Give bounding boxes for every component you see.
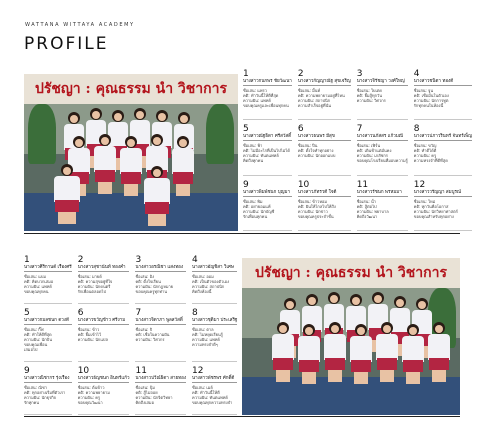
profile-entry — [357, 180, 408, 231]
profile-detail-line: ชื่อเล่น: ใบเตย — [356, 88, 382, 93]
profile-entry — [414, 69, 472, 120]
profile-block-2 — [24, 255, 460, 415]
profile-detail-line: ชื่อเล่น: ขวัญ — [413, 143, 437, 149]
profile-number: 3 — [135, 255, 142, 265]
profile-number: 2 — [297, 69, 304, 79]
profile-detail-line: ชื่อเล่น: อิง — [135, 274, 155, 279]
profile-detail-line: ขอบคุณครูทุกท่าน — [135, 289, 168, 294]
profile-number: 11 — [356, 179, 369, 190]
student-figure — [402, 324, 424, 384]
profile-name: นางสาววรัญญา สมบูรณ์ — [414, 190, 472, 197]
profile-name: นางสาวอัญชิสา วิเศษ — [192, 265, 237, 272]
profile-detail-line: คติ: ทุกวันคือโอกาส — [413, 203, 449, 209]
section-divider — [24, 233, 460, 234]
student-figure — [94, 134, 116, 194]
profile-entry — [192, 308, 237, 362]
profile-entry — [414, 124, 472, 175]
class-photo-2 — [242, 258, 460, 415]
profile-entry — [243, 180, 292, 231]
profile-name: นางสาวพิมพ์ชนก บุญมา — [243, 189, 290, 195]
profile-detail-line: ความฝัน: นักดนตรี — [77, 284, 111, 289]
profile-number: 9 — [243, 179, 249, 190]
profile-name: นางสาวกัญญาณัฐ สุขเจริญ — [297, 79, 351, 84]
profile-detail-line: ชื่อเล่น: ตาล — [192, 327, 214, 332]
student-figure — [376, 322, 398, 382]
profile-detail-line: ขอบคุณสำหรับทุกอย่าง — [413, 213, 454, 219]
student-figure — [54, 164, 80, 224]
profile-detail-line: คติ: ทำวันนี้ให้ดีที่สุด — [243, 93, 279, 98]
profile-name: นางสาวชนิดา ทองดี — [414, 79, 472, 86]
profile-detail-line: ความฝัน: นักจิตวิทยา — [135, 395, 173, 400]
profile-detail-line: ชื่อเล่น: พิม — [243, 198, 263, 204]
profile-grid-2 — [24, 255, 237, 415]
profile-detail-line: คติ: เชื่อในความฝัน — [135, 332, 170, 337]
profile-detail-line: ชื่อเล่น: จูน — [413, 88, 434, 93]
profile-entry — [414, 180, 472, 231]
plant-decoration — [206, 104, 234, 164]
profile-detail-line: ความฝัน: นักการทูต — [413, 98, 449, 103]
profile-detail-line: ขอบคุณโรงเรียนที่มอบความรู้ — [356, 158, 408, 164]
profile-number: 10 — [77, 366, 90, 376]
profile-name: นางสาวศิริกานต์ เรืองศรี — [24, 265, 72, 270]
profile-detail-line: คติ: ทุกอย่างเริ่มที่ตัวเรา — [24, 390, 66, 395]
profile-detail-line: ความฝัน: นักธุรกิจ — [24, 395, 57, 400]
profile-detail-line: คิดถึงวัฒนา — [356, 213, 378, 219]
profile-detail-line: คติ: สู้ต่อไป — [356, 203, 377, 209]
profile-detail-line: ความฝัน: ทันตแพทย์ — [243, 153, 279, 159]
profile-detail-line: ชื่อเล่น: ฟ้า — [243, 143, 263, 149]
profile-detail-line: คิดถึงเสมอ — [135, 400, 154, 405]
profile-name: นางสาวชุติมา ประเสริฐ — [192, 318, 238, 323]
profile-detail-line: รักเพื่อนทุกคน — [243, 213, 268, 219]
profile-detail-line: ความฝัน: นักบัญชี — [243, 208, 275, 214]
profile-name: นางสาวขวัญข้าว ศรีงาม — [78, 318, 130, 325]
profile-detail-line: คติ: ไม่มีอะไรที่เป็นไปไม่ได้ — [243, 148, 290, 154]
profile-number: 2 — [77, 255, 84, 265]
profile-number: 10 — [297, 179, 310, 190]
profile-number: 6 — [297, 124, 304, 135]
profile-entry — [298, 124, 351, 175]
philosophy-banner: ปรัชญา : คุณธรรม นำ วิชาการ — [242, 258, 460, 288]
profile-detail-line: ชื่อเล่น: กิ๊ฟ — [24, 327, 44, 332]
student-figure — [350, 324, 372, 384]
profile-detail-line: ความฝัน: นักออกแบบ — [297, 153, 336, 159]
profile-detail-line: ชื่อเล่น: แพรว — [243, 88, 267, 93]
profile-detail-line: ชื่อเล่น: ณิชา — [24, 385, 47, 390]
profile-entry — [78, 255, 130, 304]
profile-entry — [135, 255, 186, 304]
profile-name: นางสาวพัชรพร ศักดิ์ดี — [192, 376, 237, 383]
profile-name: นางสาวสุชานันท์ ทองคำ — [78, 265, 130, 272]
profile-detail-line: ความสำเร็จอยู่ที่นั่น — [297, 103, 332, 108]
profile-detail-line: คติ: ทำวันนี้ให้ดี — [192, 390, 220, 395]
profile-detail-line: ความฝัน: นักกฎหมาย — [135, 284, 174, 289]
profile-detail-line: ชื่อเล่น: ข้าวหอม — [297, 198, 328, 204]
profile-number: 7 — [356, 124, 363, 135]
profile-entry — [298, 69, 351, 120]
student-figure — [428, 322, 450, 382]
profile-number: 3 — [356, 69, 363, 79]
plant-decoration — [28, 104, 56, 164]
profile-detail-line: ความทรงจำที่ดีที่สุด — [413, 158, 448, 164]
profile-detail-line: ชื่อเล่น: ข้าว — [77, 327, 100, 332]
profile-detail-line: ความฝัน: นักบิน — [24, 337, 52, 342]
bottom-rule — [24, 416, 460, 417]
profile-detail-line: ชื่อเล่น: เฟิร์น — [356, 143, 381, 149]
profile-detail-line: ชื่อเล่น: เมย์ — [192, 385, 213, 390]
profile-detail-line: ชื่อเล่น: มายด์ — [77, 274, 102, 279]
profile-number: 11 — [135, 366, 147, 376]
profile-number: 12 — [413, 179, 426, 190]
profile-detail-line: คติ: ตั้งใจเรียน — [135, 279, 161, 284]
profile-name: นางสาวนภัสสร แก้วมณี — [357, 134, 408, 141]
student-figure — [172, 136, 194, 196]
profile-detail-line: เสมอไป — [24, 347, 38, 352]
profile-entry — [357, 69, 408, 120]
profile-detail-line: คติ: อย่ายอมแพ้ — [243, 203, 271, 209]
profile-number: 8 — [192, 308, 198, 318]
profile-detail-line: คติ: ตั้งใจทำทุกอย่าง — [297, 148, 334, 154]
profile-detail-line: ความฝัน: ครู — [77, 395, 101, 400]
profile-entry — [24, 255, 72, 304]
profile-entry — [24, 366, 72, 415]
profile-detail-line: ขอบคุณทุกความทรงจำ — [192, 400, 233, 405]
profile-detail-line: คติ: ความพยายามอยู่ที่ไหน — [297, 93, 345, 98]
profile-entry — [243, 124, 292, 175]
profile-detail-line: ความฝัน: สถาปนิก — [297, 98, 331, 103]
profile-entry — [243, 69, 292, 120]
profile-detail-line: ชื่อเล่น: ใหม่ — [413, 198, 436, 204]
profile-number: 1 — [243, 69, 249, 79]
profile-detail-line: ชื่อเล่น: น้ำ — [356, 198, 376, 204]
profile-detail-line: ชื่อเล่น: ปุ้ม — [135, 385, 155, 390]
profile-grid-1 — [243, 69, 472, 231]
profile-detail-line: รักทุกคน — [24, 400, 40, 405]
profile-number: 9 — [24, 366, 30, 376]
profile-name: นางสาวกนกพร ชัยวัฒนา — [243, 79, 292, 84]
profile-block-1 — [24, 69, 472, 231]
profile-number: 7 — [135, 308, 142, 318]
profile-entry — [135, 308, 186, 362]
profile-detail-line: คติ: ยิ้มสู้ทุกวัน — [356, 93, 383, 98]
profile-detail-line: คติ: เป็นตัวของตัวเอง — [192, 279, 230, 284]
profile-detail-line: ความฝัน: ทันตแพทย์ — [192, 395, 228, 400]
profile-detail-line: คิดถึงห้องนี้ — [192, 289, 212, 294]
profile-detail-line: ขอบคุณครูประจำชั้น — [297, 213, 334, 219]
student-figure — [298, 324, 320, 384]
profile-name: นางสาวภัทรวดี ใจดี — [298, 190, 351, 197]
profile-entry — [192, 366, 237, 415]
profile-entry — [192, 255, 237, 304]
profile-detail-line: ความฝัน: แพทย์ — [24, 284, 52, 289]
profile-detail-line: ขอบคุณครูและเพื่อนทุกคน — [243, 103, 289, 108]
profile-detail-line: คติ: ความพยายาม — [77, 390, 110, 395]
profile-detail-line: คติ: ยิ้มเข้าไว้ — [77, 332, 102, 337]
profile-name: นางสาวรัชนก พรหมมา — [357, 190, 408, 197]
profile-entry — [135, 366, 186, 415]
profile-detail-line: รักเพื่อนตลอดไป — [77, 289, 106, 294]
student-figure — [144, 166, 170, 226]
profile-detail-line: คติ: คิดบวกเสมอ — [24, 279, 54, 284]
class-photo-1 — [24, 74, 238, 231]
profile-detail-line: คติ: เดินช้าแต่มั่นคง — [356, 148, 392, 154]
student-figure — [324, 322, 346, 382]
profile-detail-line: ชื่อเล่น: จิ — [135, 327, 153, 332]
profile-detail-line: ความฝัน: พยาบาล — [356, 208, 389, 214]
profile-name: นางสาวอรณิชา แสงทอง — [135, 265, 186, 272]
profile-name: นางสาวณัฐธิดา ศรีสวัสดิ์ — [243, 134, 292, 140]
profile-detail-line: ความฝัน: ครู — [413, 153, 437, 159]
profile-detail-line: คติ: ฝันให้ไกลไปให้ถึง — [297, 203, 336, 209]
profile-detail-line: ชื่อเล่น: ปิ่น — [297, 143, 318, 149]
profile-number: 6 — [77, 308, 84, 318]
student-figure — [120, 136, 142, 196]
profile-number: 4 — [192, 255, 198, 265]
profile-number: 12 — [192, 366, 204, 376]
profile-detail-line: ชื่อเล่น: แบม — [24, 274, 47, 279]
profile-name: นางสาวปภาวรินทร์ จันทร์เพ็ญ — [413, 134, 472, 140]
profile-detail-line: คติ: สู้ไม่ถอย — [135, 390, 158, 395]
profile-name: นางสาวจิดาภา พูลสวัสดิ์ — [135, 318, 186, 325]
profile-entry — [78, 308, 130, 362]
profile-number: 5 — [24, 308, 30, 318]
profile-detail-line: ความฝัน: นักแปล — [77, 337, 108, 342]
student-figure — [272, 322, 294, 382]
profile-name: นางสาวจิรัชญา วงศ์ใหญ่ — [357, 79, 408, 86]
profile-detail-line: ชื่อเล่น: ต้นข้าว — [77, 385, 105, 390]
profile-detail-line: ความฝัน: แพทย์ — [243, 98, 271, 103]
profile-detail-line: ความฝัน: แพทย์ — [192, 337, 220, 342]
profile-detail-line: ชื่อเล่น: มิ้นท์ — [297, 88, 321, 93]
profile-entry — [298, 180, 351, 231]
profile-entry — [24, 308, 72, 362]
profile-detail-line: ความฝัน: วิศวกร — [135, 337, 165, 342]
profile-number: 1 — [24, 255, 30, 265]
profile-number: 8 — [413, 124, 420, 135]
profile-detail-line: ความฝัน: สถาปนิก — [192, 284, 225, 289]
profile-entry — [357, 124, 408, 175]
profile-detail-line: รักทุกคนในห้องนี้ — [413, 103, 444, 108]
profile-detail-line: คติ: เชื่อมั่นในตัวเอง — [413, 93, 449, 98]
profile-detail-line: ความฝัน: นักวิทยาศาสตร์ — [413, 208, 458, 214]
profile-entry — [78, 366, 130, 415]
profile-detail-line: ขอบคุณเพื่อน — [24, 342, 48, 347]
profile-detail-line: ความฝัน: นักข่าว — [297, 208, 328, 214]
profile-number: 4 — [413, 69, 420, 79]
profile-detail-line: คติ: ทำให้ดีที่สุด — [24, 332, 52, 337]
profile-detail-line: ขอบคุณวัฒนา — [77, 400, 103, 405]
page-kicker: WATTANA WITTAYA ACADEMY — [25, 22, 135, 28]
profile-detail-line: ชื่อเล่น: ออม — [192, 274, 214, 279]
profile-name: นางสาวกมลชนก ดวงดี — [24, 318, 72, 325]
profile-detail-line: ความฝัน: เภสัชกร — [356, 153, 388, 159]
profile-detail-line: ความฝัน: วิศวกร — [356, 98, 386, 103]
profile-detail-line: ความทรงจำดีๆ — [192, 342, 218, 347]
profile-number: 5 — [243, 124, 249, 135]
profile-name: นางสาวธัญชนก อินทร์แก้ว — [77, 376, 130, 381]
profile-detail-line: คติ: ทำดีได้ดี — [413, 148, 437, 154]
profile-name: นางสาวธนพร มีสุข — [298, 134, 351, 141]
page-title: PROFILE — [24, 34, 109, 54]
profile-detail-line: คติ: ความสุขอยู่ที่ใจ — [77, 279, 113, 284]
profile-name: นางสาวปวีณ์ธิดา สายทอง — [135, 376, 187, 381]
philosophy-banner: ปรัชญา : คุณธรรม นำ วิชาการ — [24, 74, 238, 104]
profile-detail-line: ขอบคุณทุกคน — [24, 289, 49, 294]
profile-detail-line: คติ: ไม่หยุดเรียนรู้ — [192, 332, 223, 337]
profile-name: นางสาวณิชากร รุ่งเรือง — [24, 376, 72, 383]
profile-detail-line: คิดถึงทุกคน — [243, 158, 264, 164]
